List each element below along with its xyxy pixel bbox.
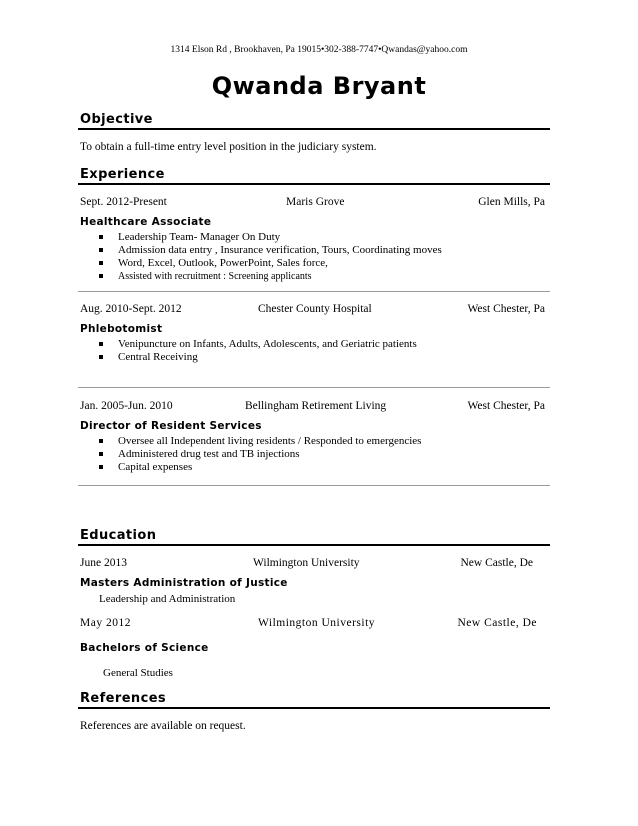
duty-text: Assisted with recruitment : Screening applicants: [118, 271, 312, 282]
job-dates: Aug. 2010-Sept. 2012: [80, 303, 182, 315]
objective-rule: [78, 128, 550, 130]
duty-text: Oversee all Independent living residents / Responded to emergencies: [118, 435, 422, 447]
list-item: [99, 435, 421, 448]
bullet-icon: [99, 261, 103, 265]
duty-text: Central Receiving: [118, 351, 198, 363]
list-item: [99, 257, 442, 270]
education-location: New Castle, De: [457, 617, 537, 629]
references-text: References are available on request.: [80, 720, 246, 732]
job-1-title: Healthcare Associate: [80, 216, 212, 228]
job-dates: Sept. 2012-Present: [80, 196, 167, 208]
candidate-name: Qwanda Bryant: [211, 72, 427, 100]
experience-heading: Experience: [80, 167, 165, 182]
duty-text: Capital expenses: [118, 461, 193, 473]
list-item: [99, 461, 421, 474]
education-date: June 2013: [80, 557, 127, 569]
duty-text: Admission data entry , Insurance verification, Tours, Coordinating moves: [118, 244, 442, 256]
education-school: Wilmington University: [253, 557, 360, 569]
list-item: [99, 351, 417, 364]
bullet-icon: [99, 235, 103, 239]
bullet-icon: [99, 342, 103, 346]
objective-text: To obtain a full-time entry level position in the judiciary system.: [80, 141, 377, 153]
education-2-header: [80, 617, 545, 633]
list-item: [99, 270, 442, 283]
list-item: [99, 231, 442, 244]
job-1-duties: [99, 231, 442, 283]
objective-heading: Objective: [80, 112, 153, 127]
education-date: May 2012: [80, 617, 131, 629]
list-item: [99, 244, 442, 257]
bullet-icon: [99, 452, 103, 456]
job-location: Glen Mills, Pa: [478, 196, 545, 208]
job-1-header: [80, 196, 545, 212]
bullet-icon: [99, 274, 103, 278]
job-2-title: Phlebotomist: [80, 323, 163, 335]
contact-line: 1314 Elson Rd , Brookhaven, Pa 19015•302-388-7747•Qwandas@yahoo.com: [170, 45, 468, 55]
list-item: [99, 448, 421, 461]
job-2-header: [80, 303, 545, 319]
job-dates: Jan. 2005-Jun. 2010: [80, 400, 173, 412]
education-location: New Castle, De: [460, 557, 533, 569]
job-2-duties: [99, 338, 417, 364]
education-heading: Education: [80, 528, 157, 543]
bullet-icon: [99, 248, 103, 252]
job-employer: Maris Grove: [286, 196, 345, 208]
duty-text: Leadership Team- Manager On Duty: [118, 231, 281, 243]
job-3-header: [80, 400, 545, 416]
experience-rule: [78, 183, 550, 185]
duty-text: Venipuncture on Infants, Adults, Adolescents, and Geriatric patients: [118, 338, 417, 350]
education-1-detail: Leadership and Administration: [99, 593, 236, 605]
job-location: West Chester, Pa: [467, 303, 545, 315]
education-2-detail: General Studies: [103, 667, 173, 679]
job-3-title: Director of Resident Services: [80, 420, 262, 432]
duty-text: Word, Excel, Outlook, PowerPoint, Sales force,: [118, 257, 328, 269]
references-heading: References: [80, 691, 167, 706]
job-2-divider: [78, 387, 550, 388]
job-3-divider: [78, 485, 550, 486]
job-1-divider: [78, 291, 550, 292]
references-rule: [78, 707, 550, 709]
education-2-degree: Bachelors of Science: [80, 642, 209, 654]
education-1-header: [80, 557, 545, 573]
job-employer: Bellingham Retirement Living: [245, 400, 387, 412]
education-rule: [78, 544, 550, 546]
bullet-icon: [99, 439, 103, 443]
job-location: West Chester, Pa: [467, 400, 545, 412]
job-3-duties: [99, 435, 421, 474]
duty-text: Administered drug test and TB injections: [118, 448, 300, 460]
bullet-icon: [99, 465, 103, 469]
bullet-icon: [99, 355, 103, 359]
job-employer: Chester County Hospital: [258, 303, 372, 315]
list-item: [99, 338, 417, 351]
education-1-degree: Masters Administration of Justice: [80, 577, 288, 589]
education-school: Wilmington University: [258, 617, 376, 629]
